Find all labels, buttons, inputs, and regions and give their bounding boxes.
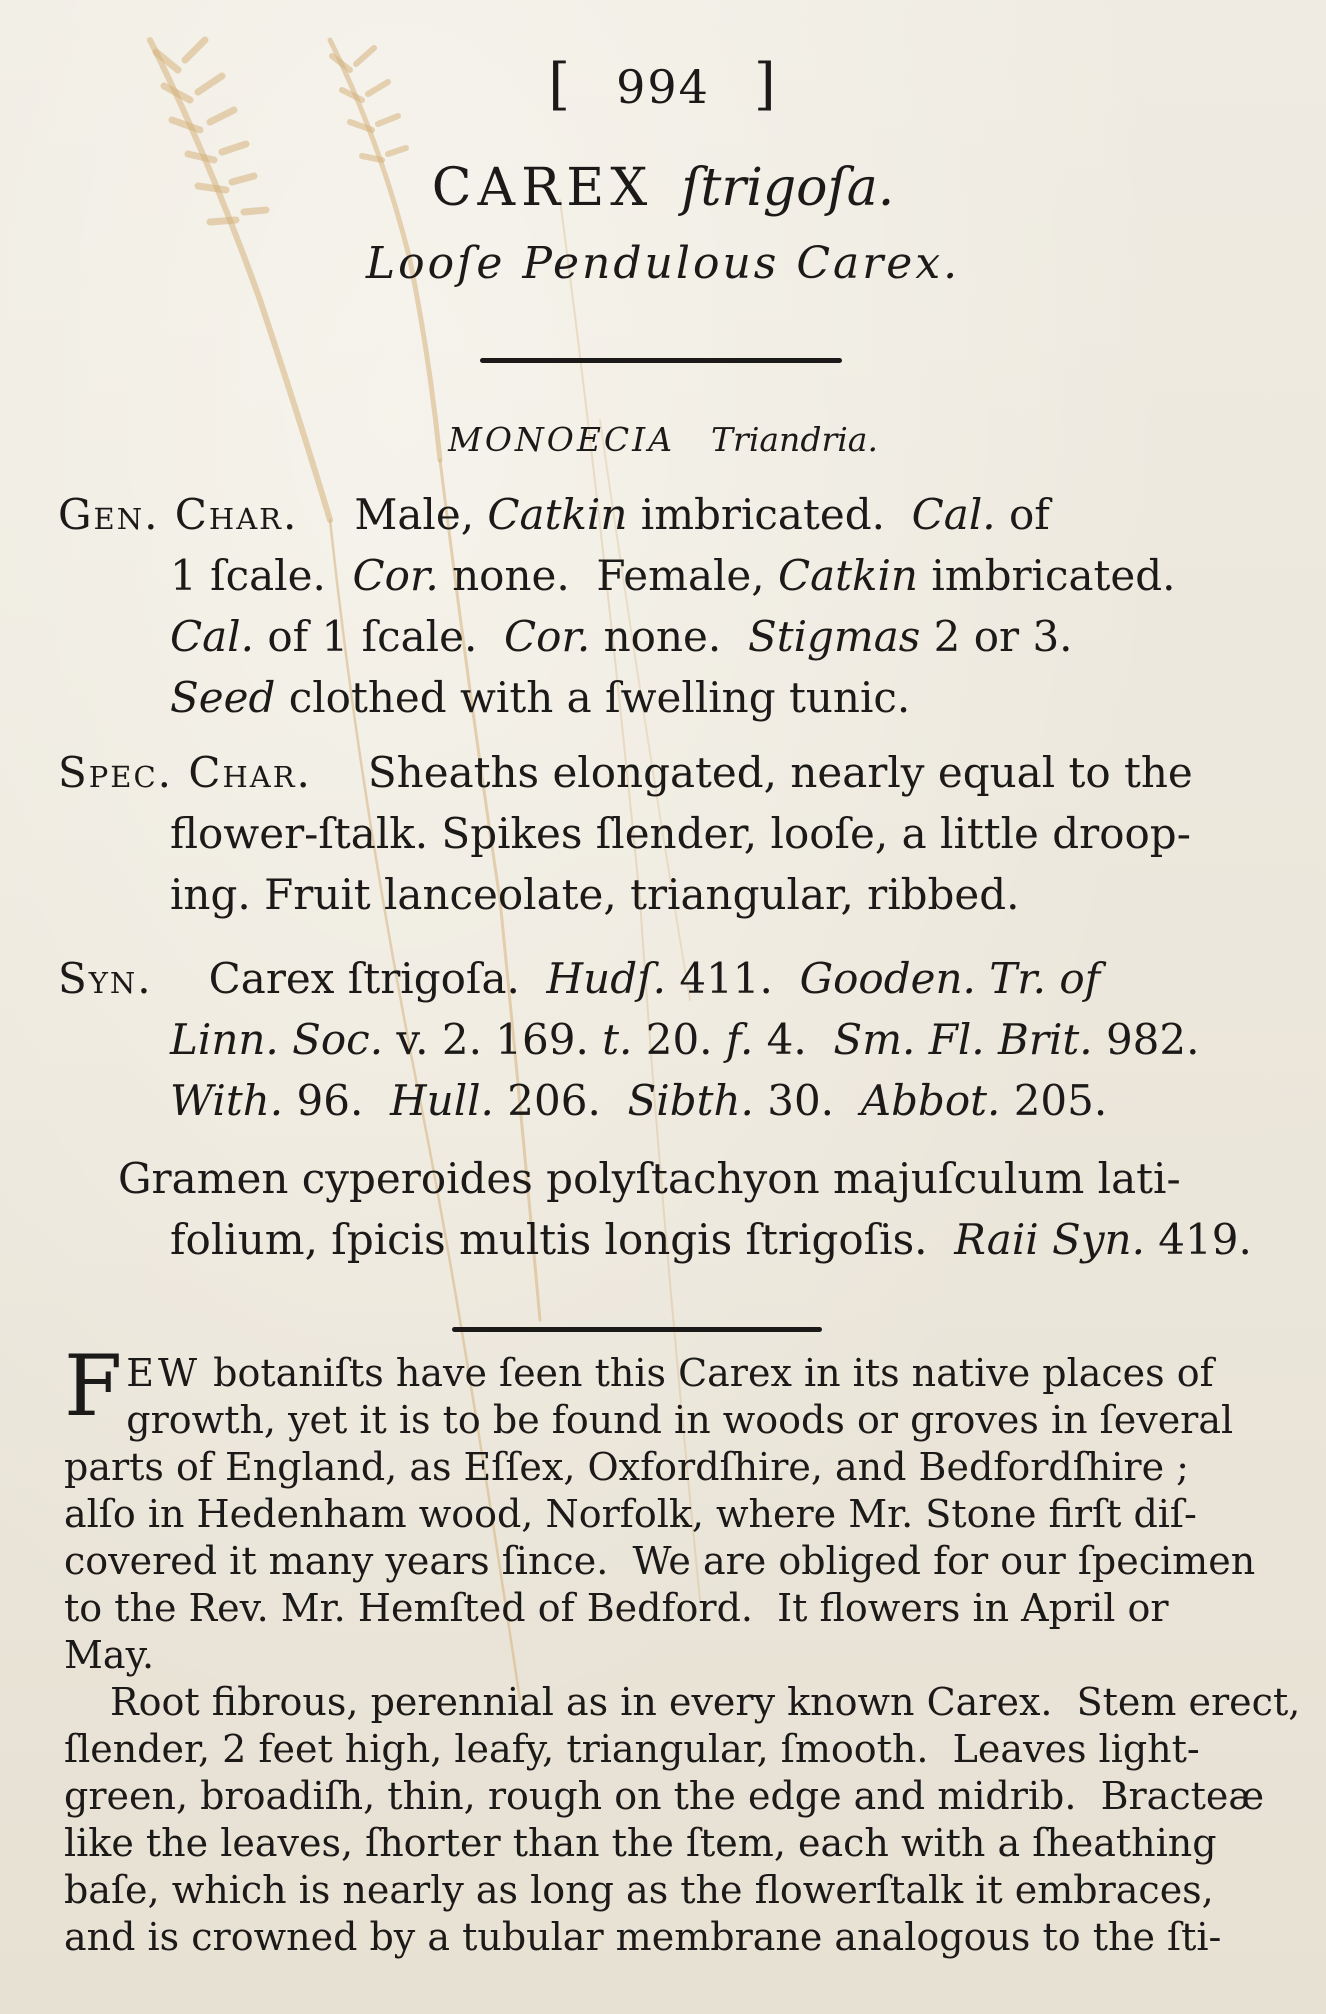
italic-run: Catkin (487, 490, 628, 539)
text-run: botaniſts have ſeen this Carex in its native places of (201, 1351, 1214, 1395)
text-line (58, 484, 1228, 545)
text-line (58, 545, 1228, 606)
text-line (58, 803, 1228, 864)
italic-run: Gooden. Tr. of (799, 954, 1101, 1003)
italic-run: Cor. (504, 612, 591, 661)
text-line (58, 1009, 1228, 1070)
text-run: 30. (753, 1076, 861, 1125)
text-line (64, 1491, 1234, 1538)
text-run: imbricated. (917, 551, 1176, 600)
text-line: baſe, which is nearly as long as the flowerſtalk it embraces, (64, 1868, 1214, 1912)
italic-run: Hull. (390, 1076, 494, 1125)
text-run: 206. (493, 1076, 628, 1125)
text-run: of 1 ſcale. (253, 612, 505, 661)
text-line (58, 606, 1228, 667)
gramen-synonym (58, 1148, 1252, 1270)
italic-run: f. (725, 1015, 754, 1064)
specific-character (58, 742, 1228, 925)
text-run: folium, ſpicis multis longis ſtrigoſis. (170, 1215, 955, 1264)
italic-run: Cal. (170, 612, 254, 661)
description-text (64, 1337, 1301, 1961)
text-line (58, 667, 1228, 728)
text-run: of (995, 490, 1050, 539)
text-line (58, 1209, 1252, 1270)
text-run: alſo in Hedenham wood, Norfolk, where Mr. Stone firſt diſ- (64, 1492, 1197, 1536)
text-run: parts of England, as Eſſex, Oxfordſhire, and Bedfordſhire ; (64, 1445, 1189, 1489)
text-run: 419. (1144, 1215, 1252, 1264)
bracket-open: [ (548, 52, 573, 117)
italic-run: Seed (170, 673, 276, 722)
text-run: 2 or 3. (920, 612, 1073, 661)
genus-name: CAREX (431, 158, 654, 218)
italic-run: Cor. (352, 551, 439, 600)
text-run: 1 ſcale. (170, 551, 353, 600)
section-label: Spec. Char. (58, 748, 312, 797)
section-label: Gen. Char. (58, 490, 299, 539)
divider-rule-bottom (452, 1327, 822, 1332)
drop-cap: F (64, 1337, 123, 1435)
text-line (64, 1585, 1234, 1632)
paragraph-2 (64, 1679, 1301, 1961)
text-line (64, 1538, 1256, 1585)
text-run: none. (590, 612, 748, 661)
text-line (64, 1632, 1234, 1679)
text-line: ſlender, 2 feet high, leafy, triangular, ſmooth. Leaves light- (64, 1727, 1200, 1771)
italic-run: Stigmas (747, 612, 921, 661)
common-name: Looſe Pendulous Carex. (365, 238, 961, 289)
text-run: 982. (1092, 1015, 1200, 1064)
italic-run: t. (602, 1015, 633, 1064)
text-run: May. (64, 1633, 155, 1677)
text-line: green, broadiſh, thin, rough on the edge and midrib. Bracteæ (64, 1774, 1265, 1818)
text-run: flower-ſtalk. Spikes ſlender, looſe, a little droop- (170, 809, 1191, 858)
italic-run: Linn. Soc. (170, 1015, 384, 1064)
paragraph-1 (64, 1337, 1256, 1679)
text-line (58, 1148, 1228, 1209)
bracket-close: ] (753, 52, 778, 117)
text-run: v. 2. 169. (383, 1015, 603, 1064)
italic-run: Raii Syn. (954, 1215, 1145, 1264)
text-line (58, 1070, 1228, 1131)
text-run: imbricated. (627, 490, 912, 539)
text-line: and is crowned by a tubular membrane analogous to the ſti- (64, 1915, 1222, 1959)
text-run: 4. (753, 1015, 834, 1064)
text-run: Sheaths elongated, nearly equal to the (367, 748, 1193, 797)
italic-run: With. (170, 1076, 284, 1125)
text-line (64, 1350, 1234, 1397)
text-line: like the leaves, ſhorter than the ſtem, each with a ſheathing (64, 1821, 1217, 1865)
text-run: ing. Fruit lanceolate, triangular, ribbed. (170, 870, 1020, 919)
text-run: Carex ſtrigoſa. (208, 954, 547, 1003)
text-line (58, 864, 1228, 925)
synonyms (58, 948, 1228, 1131)
text-run: growth, yet it is to be found in woods or groves in ſeveral (126, 1398, 1234, 1442)
text-run: 96. (283, 1076, 391, 1125)
text-run: none. Female, (438, 551, 778, 600)
text-run: covered it many years ſince. We are obliged for our ſpecimen (64, 1539, 1256, 1583)
italic-run: Cal. (911, 490, 996, 539)
italic-run: Abbot. (860, 1076, 1001, 1125)
text-line: Root fibrous, perennial as in every known Carex. Stem erect, (110, 1680, 1301, 1724)
text-line (58, 948, 1228, 1009)
text-run: Gramen cyperoides polyſtachyon majuſculum lati- (118, 1154, 1181, 1203)
page-number-header (0, 52, 1326, 117)
text-run: clothed with a ſwelling tunic. (275, 673, 911, 722)
text-run: 411. (666, 954, 800, 1003)
generic-character (58, 484, 1228, 728)
italic-run: Sibth. (627, 1076, 754, 1125)
drop-cap-continuation: EW (126, 1351, 202, 1395)
page-number: 994 (616, 60, 710, 114)
divider-rule-top (480, 358, 842, 363)
class-name: MONOECIA (448, 420, 676, 459)
species-epithet: ſtrigoſa. (681, 158, 895, 218)
text-run: to the Rev. Mr. Hemſted of Bedford. It flowers in April or (64, 1586, 1169, 1630)
species-title (0, 158, 1326, 218)
text-line (64, 1397, 1234, 1444)
text-run: 20. (632, 1015, 726, 1064)
text-run: 205. (1000, 1076, 1108, 1125)
text-line (64, 1444, 1234, 1491)
italic-run: Catkin (777, 551, 918, 600)
italic-run: Hudſ. (546, 954, 667, 1003)
text-line (58, 742, 1228, 803)
linnaean-classification (0, 420, 1326, 459)
paragraph-1-lines (64, 1337, 1256, 1679)
order-name: Triandria. (711, 420, 878, 459)
text-run: Male, (354, 490, 488, 539)
italic-run: Sm. Fl. Brit. (833, 1015, 1093, 1064)
section-label: Syn. (58, 954, 153, 1003)
